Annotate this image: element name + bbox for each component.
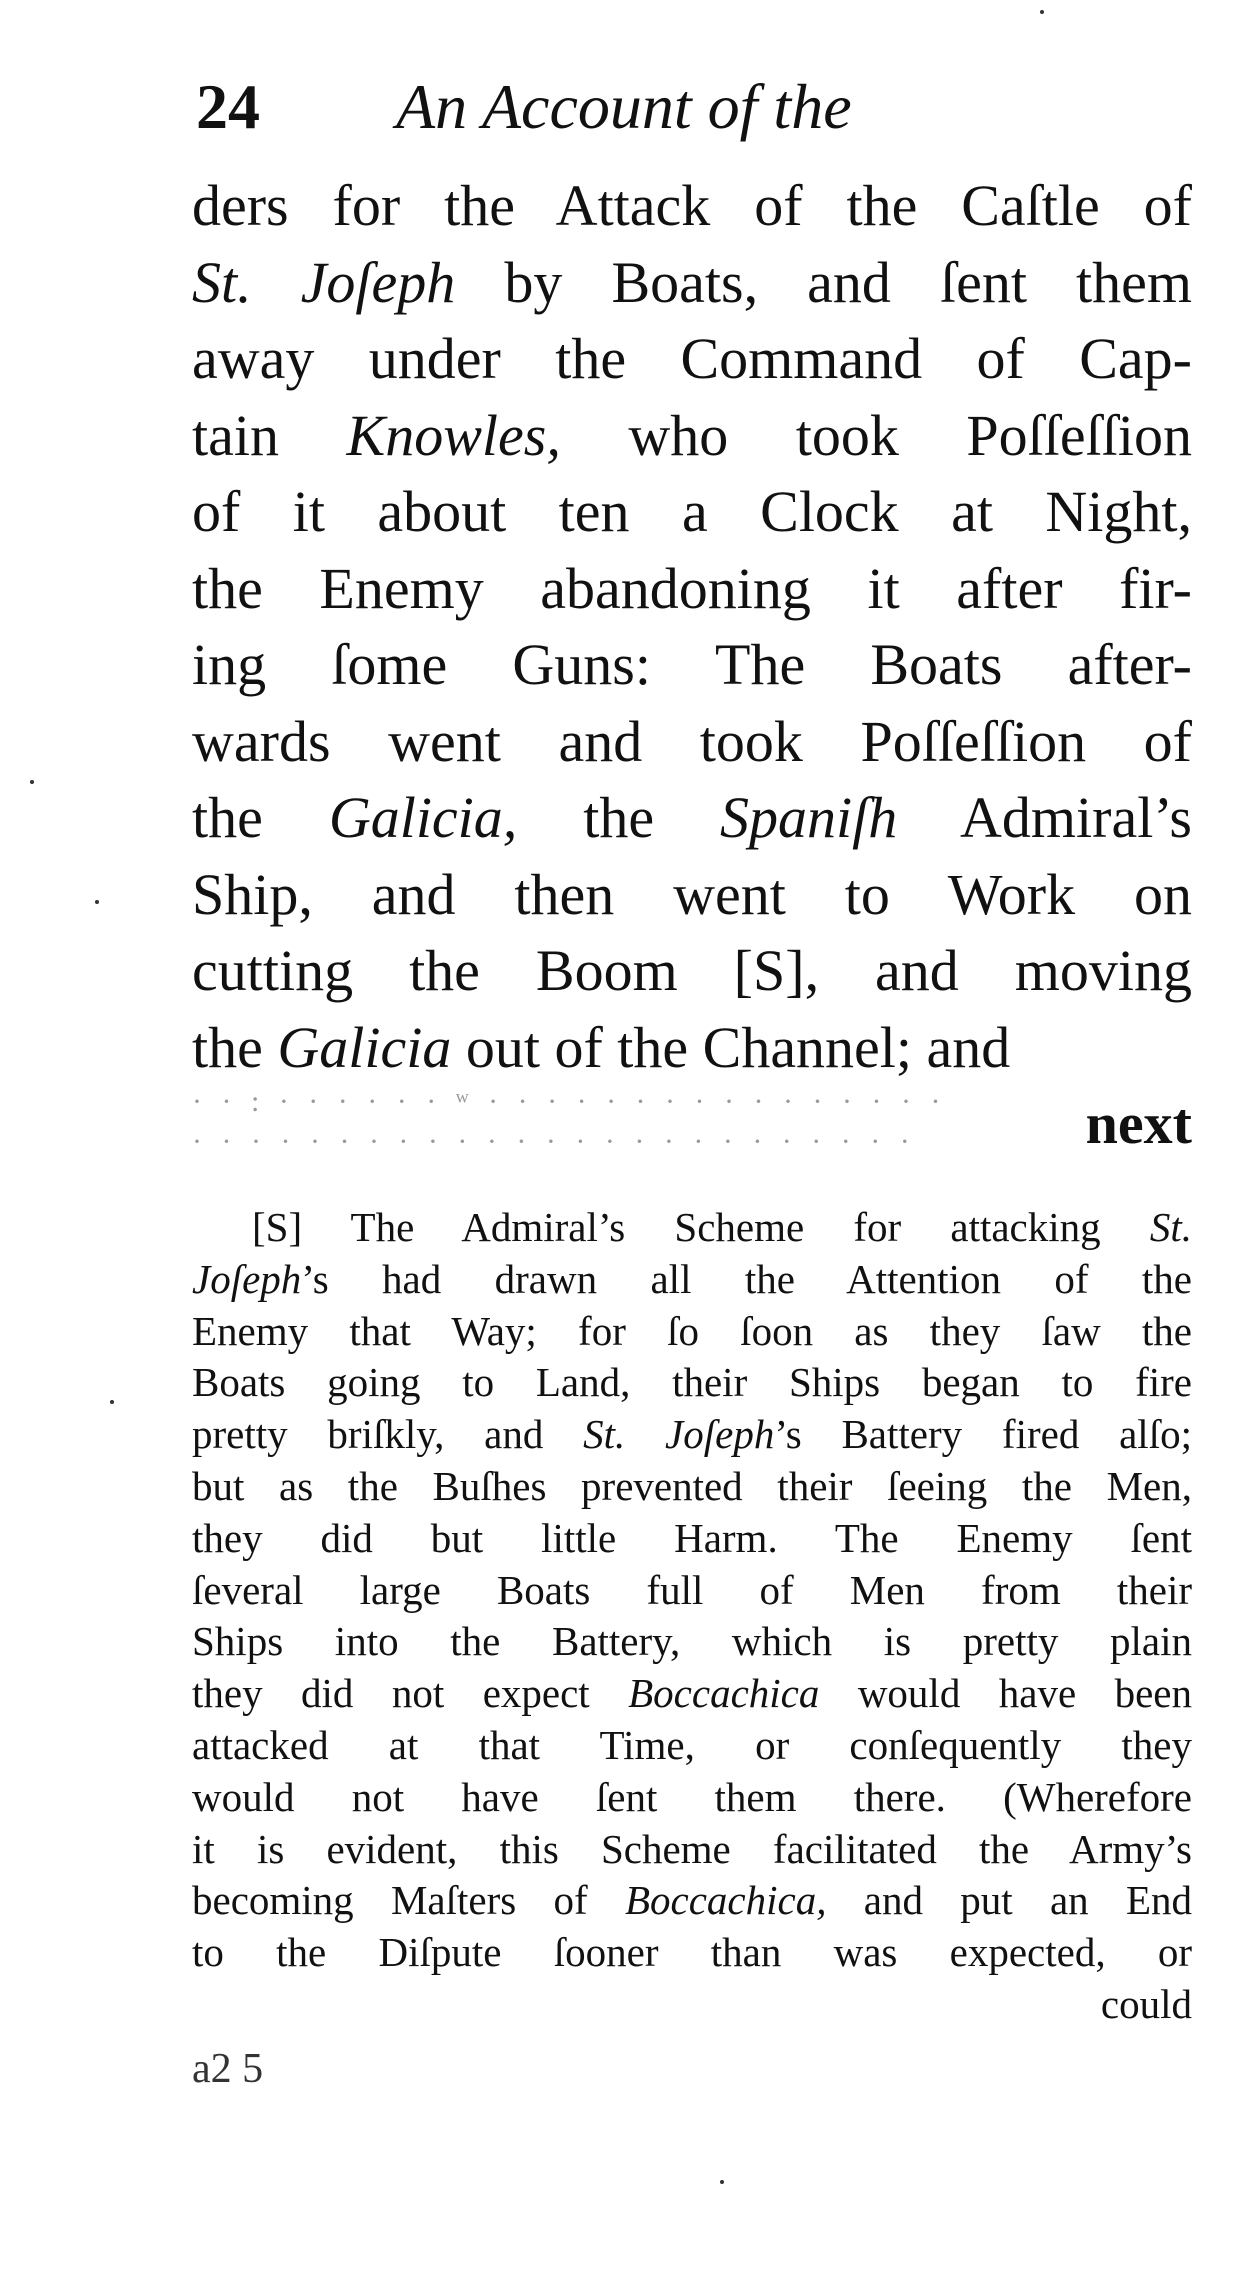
footnote-line: ſeveral large Boats full of Men from their <box>192 1566 1192 1613</box>
footnote-line: to the Diſpute ſooner than was expected, or <box>192 1929 1192 1976</box>
ink-speck <box>95 900 99 904</box>
ink-speck <box>720 2180 724 2184</box>
body-line: the Galicia out of the Channel; and <box>192 1014 1011 1080</box>
main-text <box>192 168 1192 1163</box>
footnote-line: would not have ſent them there. (Wherefore <box>192 1773 1192 1820</box>
footnote-line: it is evident, this Scheme facilitated the Army’s <box>192 1825 1192 1872</box>
catchword: next <box>1085 1091 1192 1156</box>
footnote-line: attacked at that Time, or conſequently they <box>192 1721 1192 1768</box>
footnote-line: they did not expect Boccachica would have been <box>192 1670 1192 1717</box>
footnote-line: they did but little Harm. The Enemy ſent <box>192 1514 1192 1561</box>
bleed-through-noise: · · : · · · · · · ʷ · · · · · · · · · · · · · · · · <box>192 1085 947 1118</box>
body-line: ders for the Attack of the Caſtle of <box>192 173 1192 238</box>
ink-speck <box>30 780 34 784</box>
footnote-line: [S] The Admiral’s Scheme for attacking St. <box>252 1204 1192 1250</box>
footnote-line: becoming Maſters of Boccachica, and put an End <box>192 1877 1192 1924</box>
body-line: of it about ten a Clock at Night, <box>192 479 1192 544</box>
bleed-through-noise: · · · · · · · · · · · · · · · · · · · · · · · · · <box>192 1125 916 1158</box>
body-line: away under the Command of Cap- <box>192 326 1192 391</box>
footnote-catchword: could <box>1100 1980 1192 2027</box>
footnote-line: Joſeph’s had drawn all the Attention of the <box>192 1255 1192 1302</box>
footnote <box>192 1202 1192 2031</box>
footnote-line: Enemy that Way; for ſo ſoon as they ſaw the <box>192 1307 1192 1354</box>
running-title: An Account of the <box>396 71 852 142</box>
body-line: the Galicia, the Spaniſh Admiral’s <box>192 785 1192 850</box>
footnote-line: Ships into the Battery, which is pretty plain <box>192 1618 1192 1665</box>
footnote-line: pretty briſkly, and St. Joſeph’s Battery fired alſo; <box>192 1411 1192 1458</box>
ink-speck <box>1040 10 1044 14</box>
signature-mark: a2 5 <box>192 2046 264 2092</box>
body-line: ing ſome Guns: The Boats after- <box>192 632 1192 697</box>
footnote-line: but as the Buſhes prevented their ſeeing the Men, <box>192 1462 1192 1509</box>
ink-speck <box>110 1400 114 1404</box>
body-line: tain Knowles, who took Poſſeſſion <box>192 402 1192 468</box>
body-line: the Enemy abandoning it after fir- <box>192 555 1192 621</box>
page-header <box>186 62 1196 152</box>
body-line: Ship, and then went to Work on <box>192 861 1192 927</box>
page-number: 24 <box>196 71 260 142</box>
body-line: cutting the Boom [S], and moving <box>192 938 1192 1003</box>
body-line: St. Joſeph by Boats, and ſent them <box>192 249 1192 315</box>
body-line: wards went and took Poſſeſſion of <box>192 708 1192 774</box>
footnote-line: Boats going to Land, their Ships began to fire <box>192 1359 1192 1406</box>
